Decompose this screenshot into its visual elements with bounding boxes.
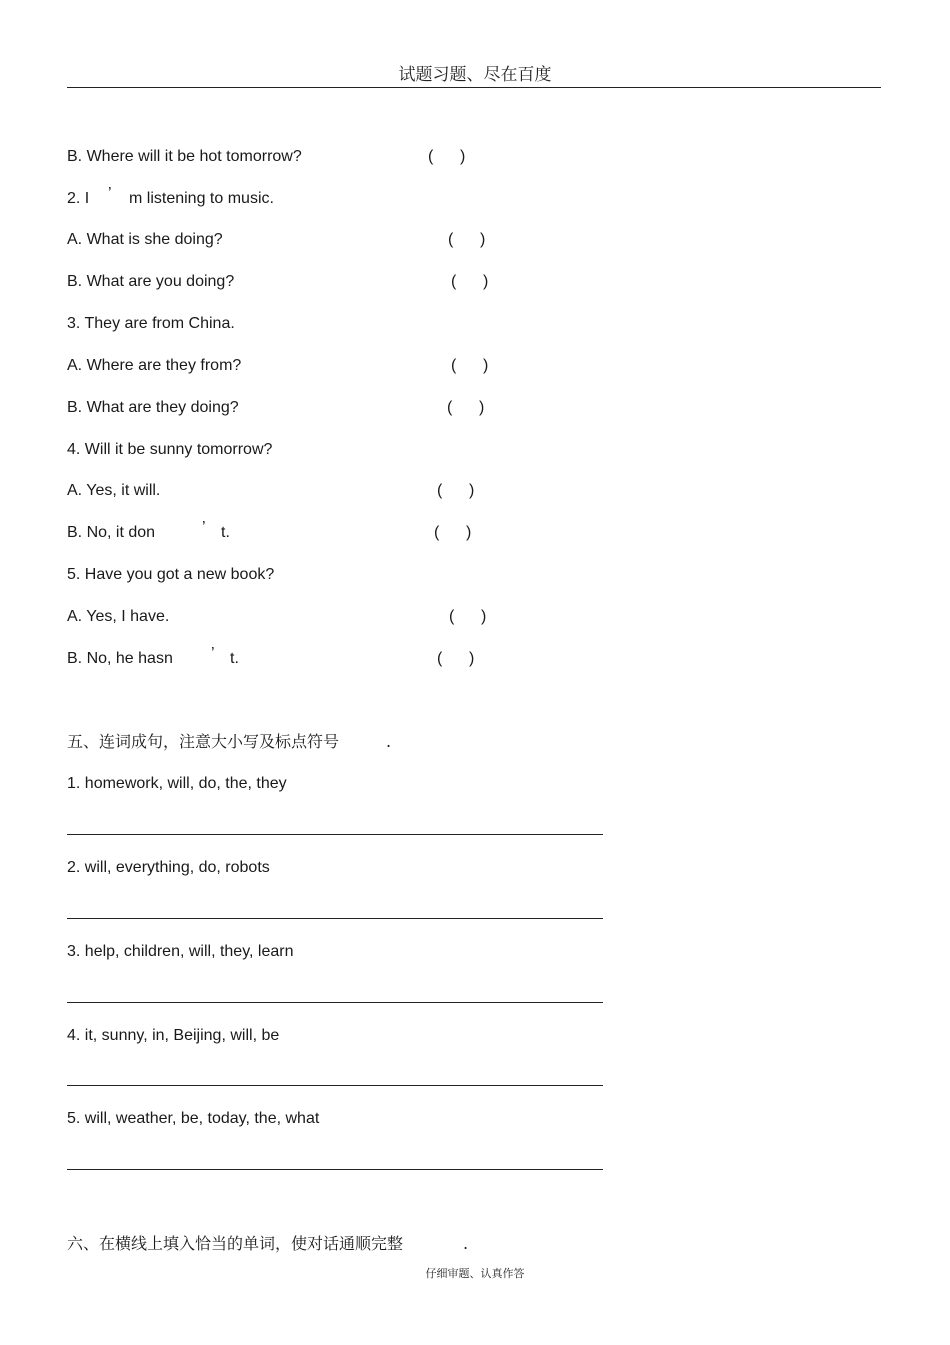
question-5-prompt: 5. Have you got a new book? (67, 566, 275, 583)
section-6-title-dot: . (463, 1234, 469, 1253)
answer-bracket: ( ) (437, 482, 475, 499)
question-5-option-b: B. No, he hasn (67, 650, 173, 667)
question-4-option-a: A. Yes, it will. (67, 482, 161, 499)
answer-line-1[interactable] (67, 834, 603, 835)
answer-line-2[interactable] (67, 918, 603, 919)
answer-bracket: ( ) (447, 399, 485, 416)
question-4-prompt: 4. Will it be sunny tomorrow? (67, 441, 273, 458)
answer-bracket: ( ) (449, 608, 487, 625)
apostrophe: ’ (202, 519, 206, 536)
reorder-item-5: 5. will, weather, be, today, the, what (67, 1110, 320, 1127)
question-2-prompt: 2. I (67, 190, 90, 207)
reorder-item-4: 4. it, sunny, in, Beijing, will, be (67, 1027, 280, 1044)
section-5-title-dot: . (386, 732, 392, 751)
reorder-item-3: 3. help, children, will, they, learn (67, 943, 294, 960)
answer-bracket: ( ) (428, 148, 466, 165)
question-3-prompt: 3. They are from China. (67, 315, 235, 332)
apostrophe: ’ (211, 645, 215, 662)
answer-line-5[interactable] (67, 1169, 603, 1170)
question-5-option-a: A. Yes, I have. (67, 608, 170, 625)
question-3-option-b: B. What are they doing? (67, 399, 239, 416)
reorder-item-1: 1. homework, will, do, the, they (67, 775, 287, 792)
section-6-title: 六、在横线上填入恰当的单词，使对话通顺完整 (67, 1234, 404, 1253)
question-2-option-a: A. What is she doing? (67, 231, 223, 248)
section-5-title: 五、连词成句，注意大小写及标点符号 (67, 732, 340, 751)
question-3-option-a: A. Where are they from? (67, 357, 242, 374)
answer-bracket: ( ) (451, 273, 489, 290)
answer-bracket: ( ) (437, 650, 475, 667)
question-2-prompt-rest: m listening to music. (129, 190, 274, 207)
reorder-item-2: 2. will, everything, do, robots (67, 859, 270, 876)
question-4-option-b-rest: t. (221, 524, 230, 541)
question-2-option-b: B. What are you doing? (67, 273, 235, 290)
header-divider (67, 87, 881, 88)
question-5-option-b-rest: t. (230, 650, 239, 667)
question-4-option-b: B. No, it don (67, 524, 156, 541)
answer-bracket: ( ) (451, 357, 489, 374)
apostrophe: ’ (108, 185, 112, 202)
answer-line-4[interactable] (67, 1085, 603, 1086)
answer-bracket: ( ) (448, 231, 486, 248)
page-footer: 仔细审题、认真作答 (425, 1267, 525, 1280)
answer-line-3[interactable] (67, 1002, 603, 1003)
page-header-title: 试题习题、尽在百度 (398, 65, 552, 85)
answer-bracket: ( ) (434, 524, 472, 541)
question-1-option-b: B. Where will it be hot tomorrow? (67, 148, 302, 165)
